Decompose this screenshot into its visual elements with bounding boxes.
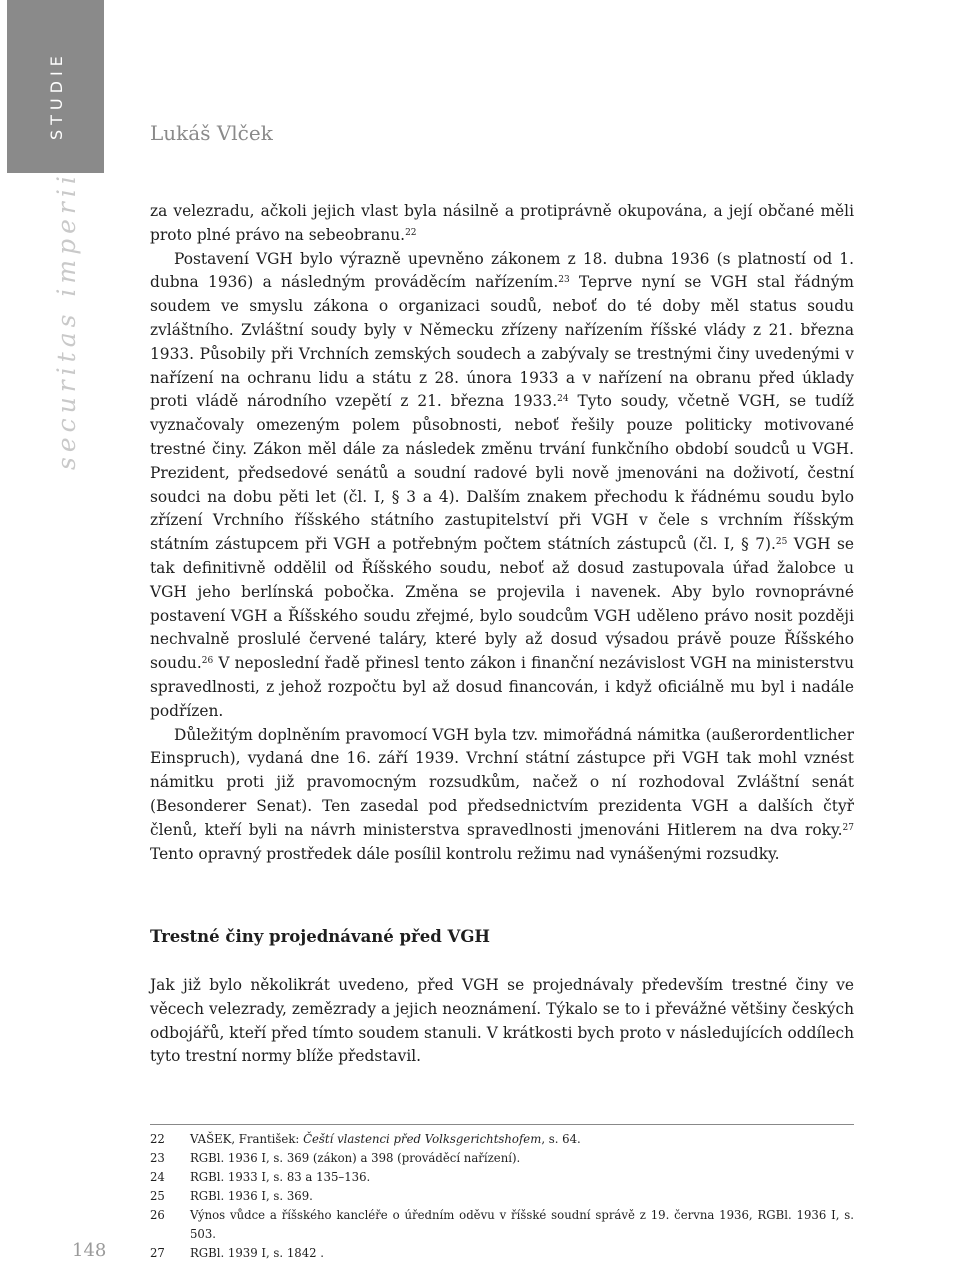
footnote: 24 RGBl. 1933 I, s. 83 a 135–136. bbox=[150, 1170, 371, 1184]
paragraph-4: Jak již bylo několikrát uvedeno, před VGH se projednávaly především trestné činy ve věcech velezrady, zemězrady a jejich neoznámení. Týkalo se to i převážné většiny českých odbojářů, kteří před tímto soudem stanuli. V krátkosti bych proto v následujících oddílech tyto trestní normy blíže představil. bbox=[150, 976, 854, 1066]
section-heading: Trestné činy projednávané před VGH bbox=[150, 927, 490, 946]
paragraph-3: Důležitým doplněním pravomocí VGH byla tzv. mimořádná námitka (außerordentlicher Einspruch), vydaná dne 16. září 1939. Vrchní státní zástupce při VGH tak mohl vznést námitku proti již pravomocným rozsudkům, načež o ní rozhodoval Zvláštní senát (Besonderer Senat). Ten zasedal pod předsednictvím prezidenta VGH a dalších čtyř členů, kteří byli na návrh ministerstva spravedlnosti jmenováni Hitlerem na dva roky.$^{27}$ Tento opravný prostředek dále posílil kontrolu režimu nad vynášenými rozsudky. bbox=[150, 725, 854, 863]
footnote-ref-24: 24 bbox=[557, 394, 569, 405]
footnotes bbox=[150, 1130, 854, 1263]
footnote: 26 Výnos vůdce a říšského kancléře o úředním oděvu v říšské soudní správě z 19. června 1936, RGBl. 1936 I, s. 503. bbox=[150, 1208, 854, 1241]
footnote-ref-27: 27 bbox=[842, 822, 854, 833]
footnote: 22 VAŠEK, František: Čeští vlastenci před Volksgerichtshofem, s. 64. bbox=[150, 1132, 581, 1146]
section-text bbox=[150, 974, 854, 1069]
footnote: 27 RGBl. 1939 I, s. 1842 . bbox=[150, 1246, 325, 1260]
footnote-ref-26: 26 bbox=[201, 656, 214, 667]
journal-title: securitas imperii bbox=[52, 171, 81, 470]
footnote-ref-23: 23 bbox=[558, 275, 570, 286]
section-label: STUDIE bbox=[47, 51, 66, 140]
footnote-ref-22: 22 bbox=[405, 227, 417, 238]
paragraph-1: za velezradu, ačkoli jejich vlast byla násilně a protiprávně okupována, a její občané měli proto plné právo na sebeobranu.$^{22}$ bbox=[150, 202, 854, 244]
section-tab bbox=[7, 0, 104, 173]
paragraph-2: Postavení VGH bylo výrazně upevněno zákonem z 18. dubna 1936 (s platností od 1. dubna 1936) a následným prováděcím nařízením.$^{23}$ Teprve nyní se VGH stal řádným soudem ve smyslu zákona o organizaci soudů, neboť do té doby měl status soudu zvláštního. Zvláštní soudy byly v Německu zřízeny nařízením říšské vlády z 21. března 1933. Působily při Vrchních zemských soudech a zabývaly se trestnými činy uvedenými v nařízení na ochranu lidu a státu z 28. února 1933 a v nařízení na obranu před úklady proti vládě národního vzepětí z 21. března 1933.24 Tyto soudy, včetně VGH, se tudíž vyznačovaly omezeným polem působnosti, neboť řešily pouze politicky motivované trestné činy. Zákon měl dále za následek změnu trvání funkčního období soudců u VGH. Prezident, předsedové senátů a soudní radové byli nově jmenováni na doživotí, čestní soudci na dobu pěti let (čl. I, § 3 a 4). Dalším znakem přechodu k řádnému soudu bylo zřízení Vrchního říšského státního zastupitelství při VGH v čele s vrchním říšským státním zástupcem při VGH a potřebným počtem státních zástupců (čl. I, § 7).$^{25}$ VGH se tak definitivně oddělil od Říšského soudu, neboť až dosud zastupovala úřad žalobce u VGH jeho berlínská pobočka. Změna se projevila i navenek. Aby bylo rovnoprávné postavení VGH a Říšského soudu zřejmé, bylo soudcům VGH uděleno právo nosit později nechvalně proslulé červené taláry, které byly až dosud výsadou právě pouze Říšského soudu.$^{26}$ V neposlední řadě přinesl tento zákon i finanční nezávislost VGH na ministerstvu spravedlnosti, z jehož rozpočtu byl až dosud financován, i když oficiálně mu byl i nadále podřízen. bbox=[150, 249, 855, 720]
main-text bbox=[150, 200, 854, 866]
footnote-ref-25: 25 bbox=[775, 537, 788, 548]
footnote-divider bbox=[150, 1124, 854, 1125]
footnote: 25 RGBl. 1936 I, s. 369. bbox=[150, 1189, 313, 1203]
author-name: Lukáš Vlček bbox=[150, 121, 273, 145]
footnote: 23 RGBl. 1936 I, s. 369 (zákon) a 398 (prováděcí nařízení). bbox=[150, 1151, 521, 1165]
page-number: 148 bbox=[72, 1240, 107, 1261]
